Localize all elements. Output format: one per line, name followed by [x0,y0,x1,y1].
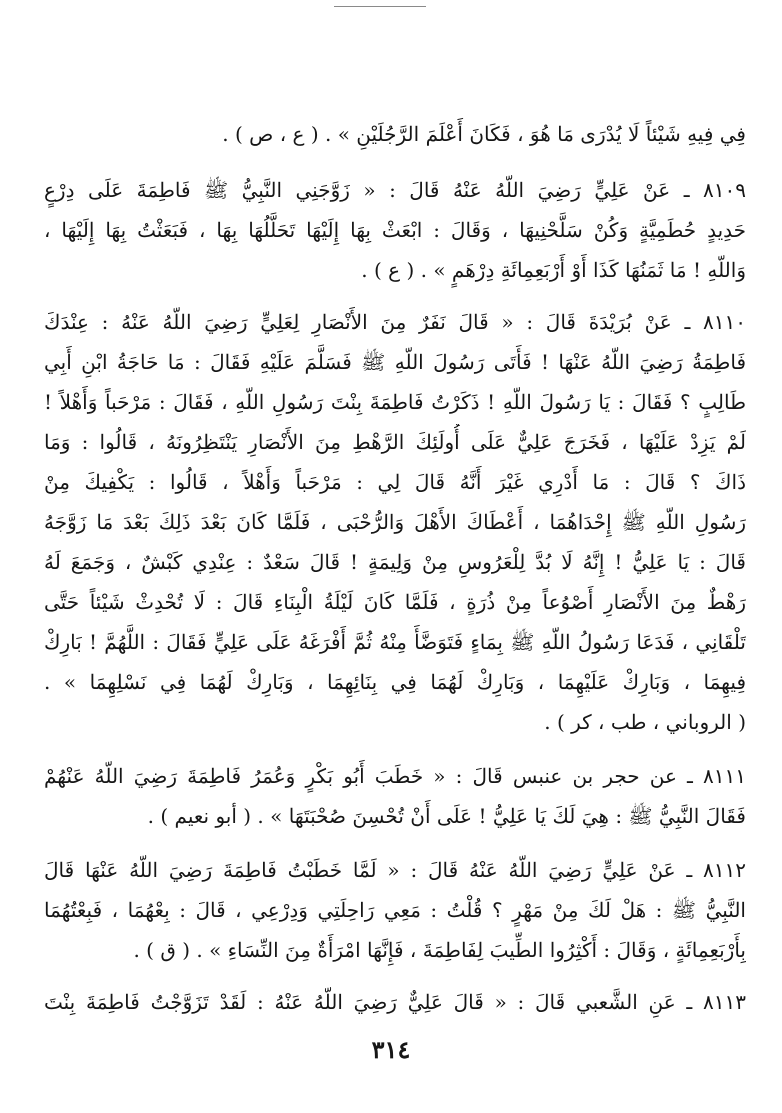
text-line: ٨١١٢ ـ عَنْ عَلِيٍّ رَضِيَ اللّهُ عَنْهُ قَالَ : « لَمَّا خَطَبْتُ فَاطِمَةَ رَضِيَ اللّهُ عَنْهَا قَالَ [44,858,746,882]
text-line: ذَاكَ ؟ قَالَ : مَا أَدْرِي غَيْرَ أَنَّهُ قَالَ لِي : مَرْحَباً وَأَهْلاً ، قَالُوا : يَكْفِيكَ مِنْ [44,470,746,494]
text-line: ٨١٠٩ ـ عَنْ عَلِيٍّ رَضِيَ اللّهُ عَنْهُ قَالَ : « زَوَّجَنِي النَّبِيُّ ﷺ فَاطِمَةَ عَلَى دِرْعٍ [44,178,746,202]
text-line: فِيهِمَا ، وَبَارِكْ عَلَيْهِمَا ، وَبَارِكْ لَهُمَا فِي بِنَائِهِمَا ، وَبَارِكْ لَهُمَا فِي نَسْلِهِمَا » . [44,670,746,694]
text-line: وَاللّهِ ! مَا ثَمَنُهَا كَذَا أَوْ أَرْبَعِمِائَةِ دِرْهَمٍ » . ( ع ) . [361,258,746,282]
text-line: ( الروباني ، طب ، كر ) . [544,710,746,734]
text-line: ٨١١١ ـ عن حجر بن عنبس قَالَ : « خَطَبَ أَبُو بَكْرٍ وَعُمَرُ فَاطِمَةَ رَضِيَ اللّهُ عَنْهُمْ [44,764,746,788]
text-line: رَسُولِ اللّهِ ﷺ إِحْدَاهُمَا ، أَعْطَاكَ الأَهْلَ وَالرُّحْبَى ، فَلَمَّا كَانَ بَعْدَ ذَلِكَ بَعْدَ مَا زَوَّجَهُ [44,510,746,534]
text-line: ٨١١٣ ـ عَنِ الشَّعبي قَالَ : « قَالَ عَلِيٌّ رَضِيَ اللّهُ عَنْهُ : لَقَدْ تَزَوَّجْتُ فَاطِمَةَ بِنْتَ [44,990,746,1014]
text-line: تَلْقَانِي ، فَدَعَا رَسُولُ اللّهِ ﷺ بِمَاءٍ فَتَوَضَّأَ مِنْهُ ثُمَّ أَفْرَغَهُ عَلَى عَلِيٍّ فَقَالَ : اللَّهُمَّ ! بَارِكْ [44,630,746,654]
text-line: قَالَ : يَا عَلِيُّ ! إِنَّهُ لَا بُدَّ لِلْعَرُوسِ مِنْ وَلِيمَةٍ ! قَالَ سَعْدٌ : عِنْدِي كَبْشٌ ، وَجَمَعَ لَهُ [44,550,746,574]
text-line: فِي فِيهِ شَيْئاً لَا يُدْرَى مَا هُوَ ، فَكَانَ أَعْلَمَ الرَّجُلَيْنِ » . ( ع ، ص ) . [222,122,746,146]
page-number: ٣١٤ [371,1035,411,1064]
text-line: فَاطِمَةُ رَضِيَ اللّهُ عَنْهَا ! فَأَتَى رَسُولَ اللّهِ ﷺ فَسَلَّمَ عَلَيْهِ فَقَالَ : مَا حَاجَةُ ابْنِ أَبِي [44,350,746,374]
text-line: فَقَالَ النَّبِيُّ ﷺ : هِيَ لَكَ يَا عَلِيُّ ! عَلَى أَنْ تُحْسِنَ صُحْبَتَهَا » . ( أبو نعيم ) . [147,804,746,828]
text-line: طَالِبٍ ؟ فَقَالَ : يَا رَسُولَ اللّهِ ! ذَكَرْتُ فَاطِمَةَ بِنْتَ رَسُولِ اللّهِ ، فَقَالَ : مَرْحَباً وَأَهْلاً ! [44,390,746,414]
top-divider [334,6,426,7]
text-line: رَهْطٌ مِنَ الأَنْصَارِ أَصْوُعاً مِنْ ذُرَةٍ ، فَلَمَّا كَانَ لَيْلَةُ الْبِنَاءِ قَالَ : لَا تُحْدِثْ شَيْئاً حَتَّى [44,590,746,614]
text-line: لَمْ يَزِدْ عَلَيْهَا ، فَخَرَجَ عَلِيٌّ عَلَى أُولَئِكَ الرَّهْطِ مِنَ الأَنْصَارِ يَنْتَظِرُونَهُ ، قَالُوا : وَمَا [44,430,746,454]
text-line: بِأَرْبَعِمِائَةٍ ، وَقَالَ : أَكْثِرُوا الطِّيبَ لِفَاطِمَةَ ، فَإِنَّهَا امْرَأَةٌ مِنَ النِّسَاءِ » . ( ق ) . [133,938,746,962]
text-line: حَدِيدٍ حُطَمِيَّةٍ وَكُنْ سَلَّحْنِيهَا ، وَقَالَ : ابْعَثْ بِهَا إِلَيْهَا تَحَلَّلُهَا بِهَا ، فَبَعَثْتُ بِهَا إِلَيْهَا ، [44,218,746,242]
text-line: ٨١١٠ ـ عَنْ بُرَيْدَةَ قَالَ : « قَالَ نَفَرٌ مِنَ الأَنْصَارِ لِعَلِيٍّ رَضِيَ اللّهُ عَنْهُ : عِنْدَكَ [44,310,746,334]
text-line: النَّبِيُّ ﷺ : هَلْ لَكَ مِنْ مَهْرٍ ؟ قُلْتُ : مَعِي رَاحِلَتِي وَدِرْعِي ، قَالَ : بِعْهُمَا ، فَبِعْتُهُمَا [44,898,746,922]
